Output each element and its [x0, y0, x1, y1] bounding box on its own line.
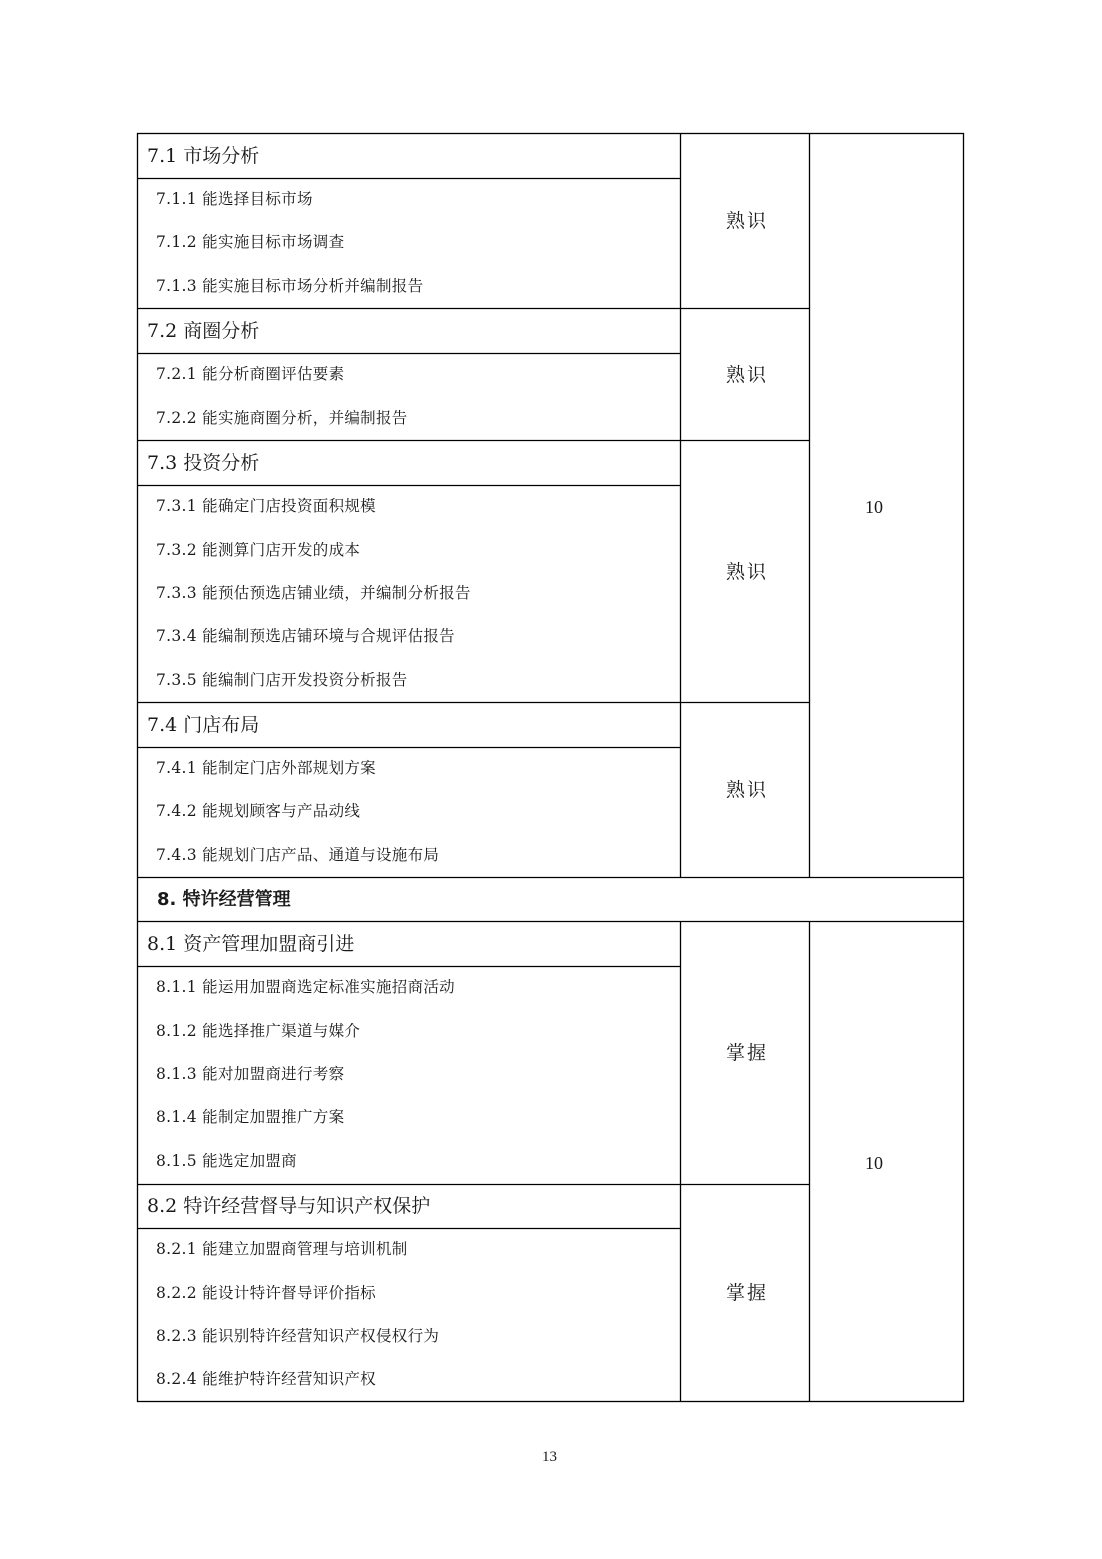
- skill-item: 8.1.5 能选定加盟商: [156, 1152, 297, 1170]
- section-title: 7.2 商圈分析: [147, 320, 260, 342]
- score-value: 10: [865, 1153, 883, 1173]
- module-heading: 8. 特许经营管理: [157, 889, 291, 910]
- skill-item: 7.1.1 能选择目标市场: [156, 190, 313, 208]
- proficiency-level: 掌握: [726, 1042, 769, 1064]
- skill-item: 8.2.2 能设计特许督导评价指标: [156, 1284, 376, 1302]
- section-title: 8.2 特许经营督导与知识产权保护: [147, 1195, 431, 1217]
- proficiency-level: 掌握: [726, 1282, 769, 1304]
- skill-item: 8.2.3 能识别特许经营知识产权侵权行为: [156, 1327, 440, 1345]
- skill-item: 7.2.1 能分析商圈评估要素: [156, 365, 345, 383]
- section-title: 7.4 门店布局: [147, 714, 260, 736]
- skill-item: 7.4.2 能规划顾客与产品动线: [156, 802, 361, 820]
- proficiency-level: 熟识: [726, 779, 769, 801]
- skill-item: 8.2.4 能维护特许经营知识产权: [156, 1370, 376, 1388]
- proficiency-level: 熟识: [726, 364, 769, 386]
- section-title: 7.3 投资分析: [147, 452, 260, 474]
- skill-item: 8.2.1 能建立加盟商管理与培训机制: [156, 1240, 408, 1258]
- skill-item: 7.4.3 能规划门店产品、通道与设施布局: [156, 846, 440, 864]
- score-value: 10: [865, 497, 883, 517]
- skill-item: 7.3.3 能预估预选店铺业绩，并编制分析报告: [156, 584, 471, 602]
- skill-item: 7.3.5 能编制门店开发投资分析报告: [156, 671, 408, 689]
- skill-item: 7.3.4 能编制预选店铺环境与合规评估报告: [156, 627, 455, 645]
- skill-item: 8.1.1 能运用加盟商选定标准实施招商活动: [156, 978, 455, 996]
- skill-item: 8.1.3 能对加盟商进行考察: [156, 1065, 345, 1083]
- section-title: 8.1 资产管理加盟商引进: [147, 933, 355, 955]
- skill-item: 7.1.3 能实施目标市场分析并编制报告: [156, 277, 424, 295]
- skill-item: 8.1.4 能制定加盟推广方案: [156, 1108, 345, 1126]
- skill-item: 7.2.2 能实施商圈分析，并编制报告: [156, 409, 408, 427]
- proficiency-level: 熟识: [726, 561, 769, 583]
- skill-item: 7.4.1 能制定门店外部规划方案: [156, 759, 376, 777]
- skill-item: 7.3.2 能测算门店开发的成本: [156, 541, 361, 559]
- section-title: 7.1 市场分析: [147, 145, 260, 167]
- skill-item: 7.3.1 能确定门店投资面积规模: [156, 497, 376, 515]
- page-number: 13: [542, 1449, 557, 1465]
- skill-item: 8.1.2 能选择推广渠道与媒介: [156, 1022, 361, 1040]
- proficiency-level: 熟识: [726, 210, 769, 232]
- skill-item: 7.1.2 能实施目标市场调查: [156, 233, 345, 251]
